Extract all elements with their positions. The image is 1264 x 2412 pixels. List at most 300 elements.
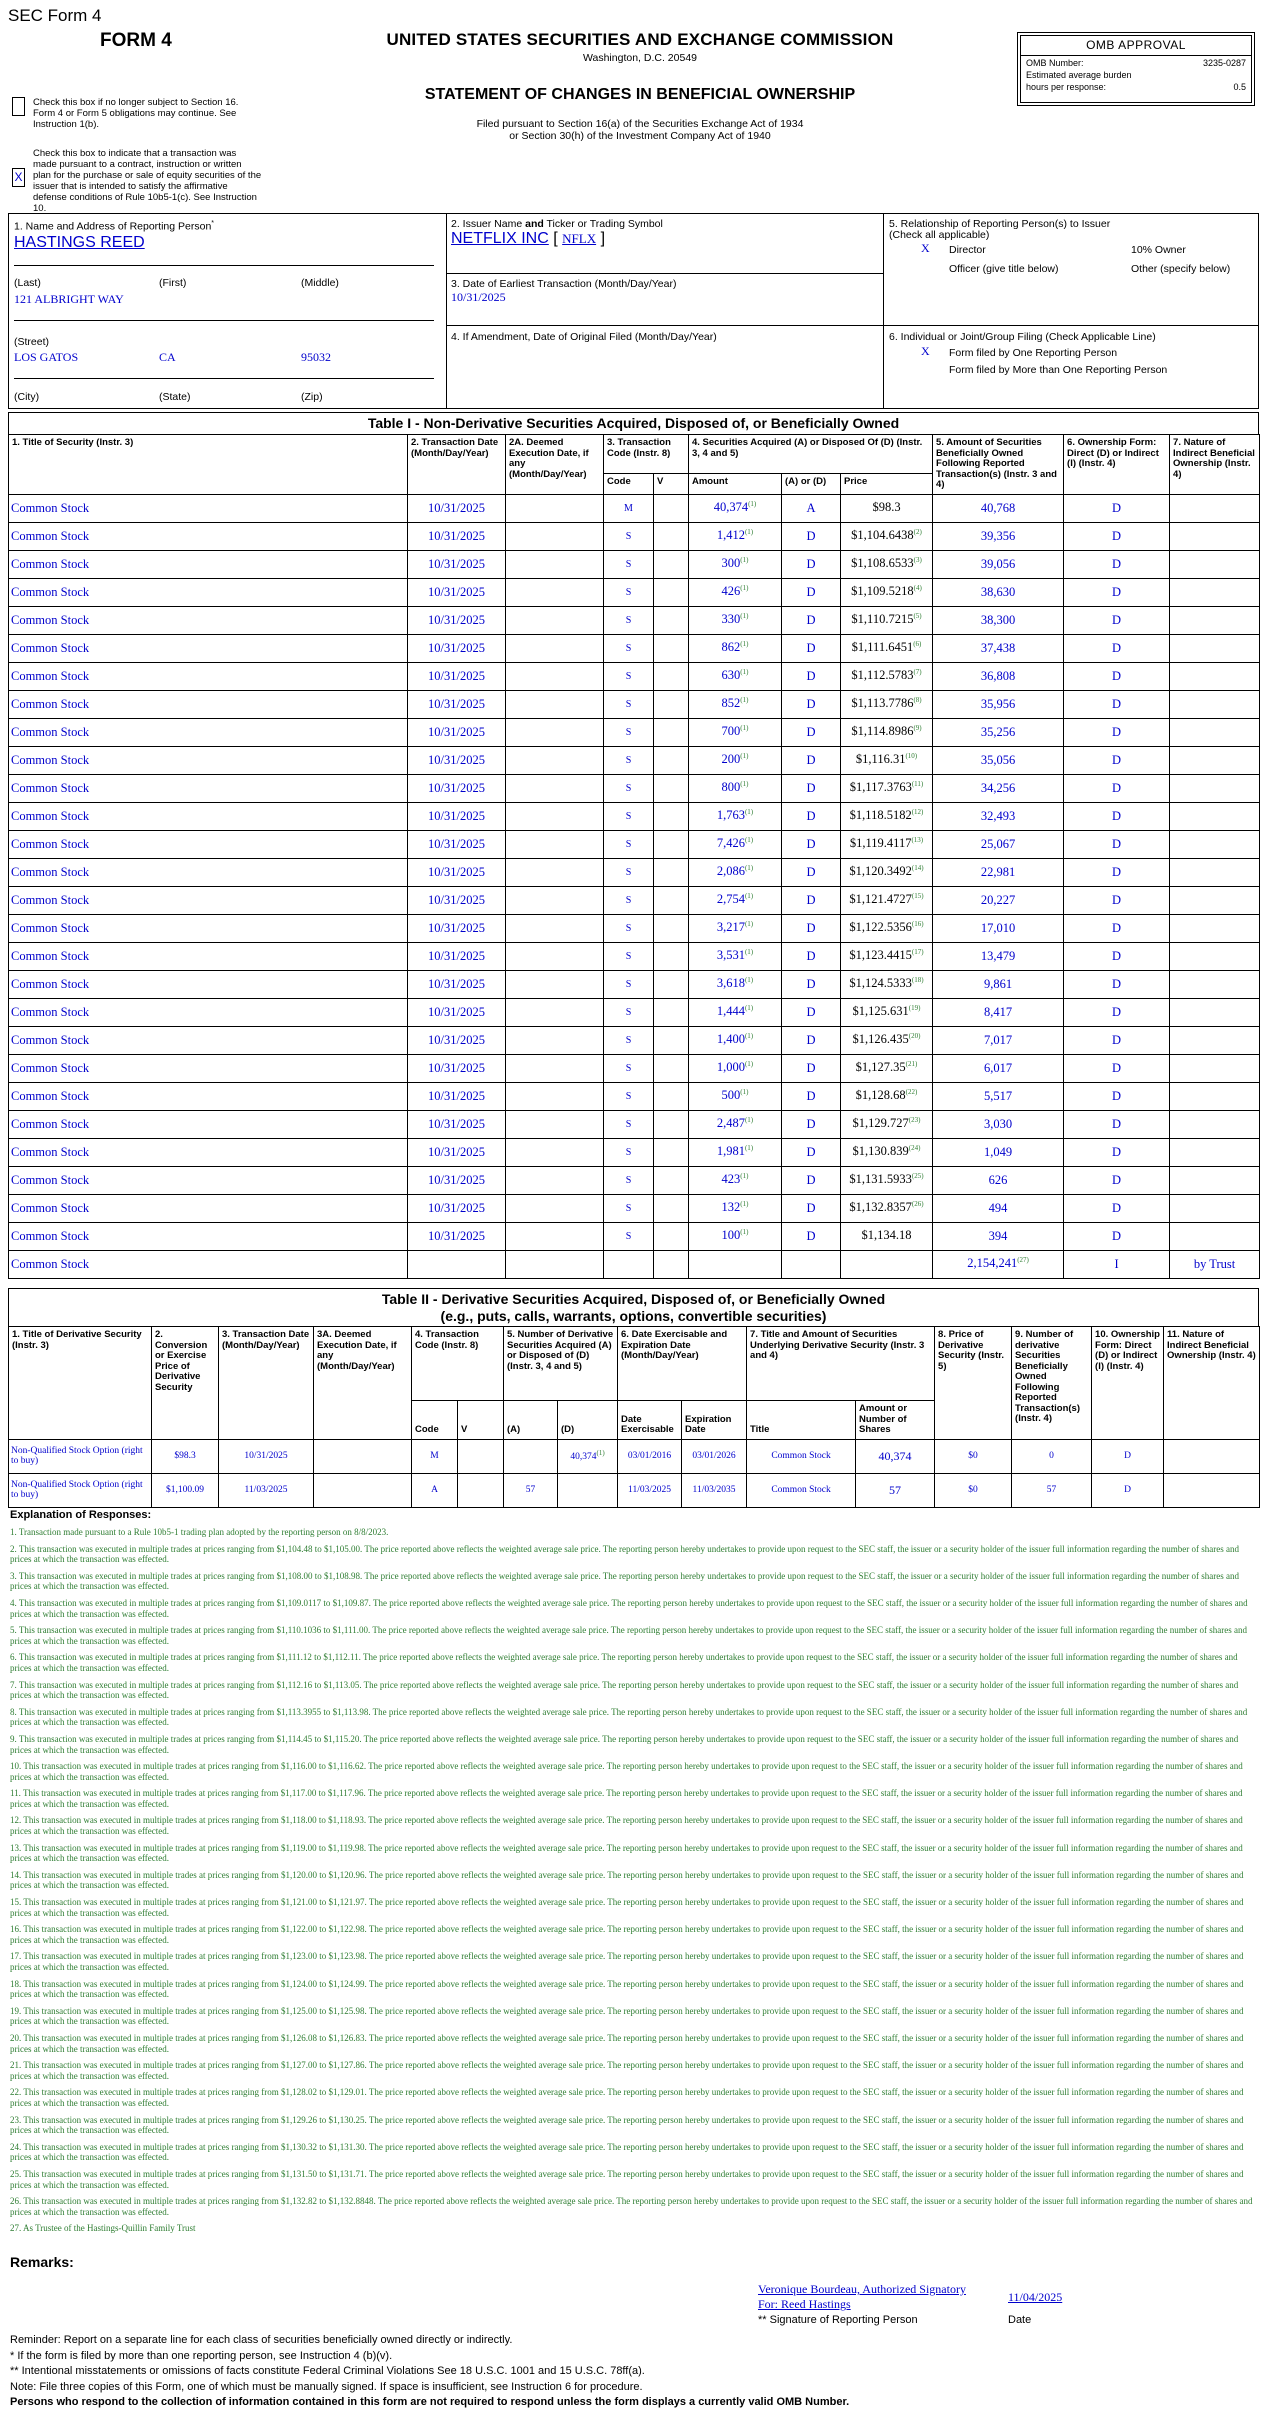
footnote: 12. This transaction was executed in multiple trades at prices ranging from $1,118.00 to $1,118.93. The price reported above reflects the weighted average sale price. The reporting person hereby undertakes to provide upon request to the SEC staff, the issuer or a security holder of the issuer full information regarding the number of shares and prices at which the transaction was effected.: [10, 1815, 1243, 1837]
derivative-owned: 0: [1012, 1439, 1092, 1473]
t2-subheader-date-exercisable: Date Exercisable: [618, 1401, 682, 1440]
security-title: Common Stock: [9, 942, 408, 970]
transaction-date: 10/31/2025: [408, 830, 506, 858]
deemed-date: [506, 690, 604, 718]
amount-cell: 1,763$^{(1)}$: [689, 802, 782, 830]
amount-cell: 800$^{(1)}$: [689, 774, 782, 802]
footnote-ref: (1): [740, 556, 749, 565]
security-title: Common Stock: [9, 1250, 408, 1278]
price-cell: $1,134.18: [841, 1222, 933, 1250]
nature-of-ownership: by Trust: [1170, 1250, 1260, 1278]
director-mark[interactable]: X: [921, 241, 930, 255]
nature-of-ownership: [1170, 774, 1260, 802]
footnote: 1. Transaction made pursuant to a Rule 10b5-1 trading plan adopted by the reporting person on 8/8/2023.: [10, 1527, 389, 1537]
price-cell: $1,130.839$^{(24)}$: [841, 1138, 933, 1166]
acquired-or-disposed: D: [782, 914, 841, 942]
transaction-code: S: [604, 1194, 654, 1222]
owned-following: 37,438: [933, 634, 1064, 662]
deemed-date: [506, 606, 604, 634]
nature-of-ownership: [1170, 1138, 1260, 1166]
v-cell: [654, 1110, 689, 1138]
nature-of-ownership: [1170, 886, 1260, 914]
ownership-form: D: [1092, 1439, 1164, 1473]
acquired-or-disposed: D: [782, 578, 841, 606]
footnote: 9. This transaction was executed in multiple trades at prices ranging from $1,114.45 to $1,115.20. The price reported above reflects the weighted average sale price. The reporting person hereby undertakes to provide upon request to the SEC staff, the issuer or a security holder of the issuer full information regarding the number of shares and prices at which the transaction was effected.: [10, 1733, 1239, 1755]
table-row: [9, 606, 1260, 634]
acquired-or-disposed: D: [782, 718, 841, 746]
security-title: Common Stock: [9, 1194, 408, 1222]
price-cell: $1,119.4117$^{(13)}$: [841, 830, 933, 858]
table-row: [9, 914, 1260, 942]
issuer-label: 2. Issuer Name and Ticker or Trading Symbol: [451, 218, 663, 230]
owned-following: 3,030: [933, 1110, 1064, 1138]
deemed-date: [506, 578, 604, 606]
security-title: Common Stock: [9, 662, 408, 690]
owned-following: 38,630: [933, 578, 1064, 606]
reporting-person-name-link[interactable]: HASTINGS REED: [14, 234, 145, 251]
footnote-ref: (24): [908, 1144, 921, 1153]
nature-of-ownership: [1170, 550, 1260, 578]
bottom-note: ** Intentional misstatements or omissions of facts constitute Federal Criminal Violations See 18 U.S.C. 1001 and 15 U.S.C. 78ff(a).: [10, 2365, 645, 2377]
rule-10b5-row: [12, 148, 262, 214]
deemed-date: [506, 998, 604, 1026]
transaction-code: S: [604, 1110, 654, 1138]
transaction-code: S: [604, 746, 654, 774]
nature-of-ownership: [1164, 1439, 1260, 1473]
nature-of-ownership: [1164, 1473, 1260, 1507]
security-title: Common Stock: [9, 550, 408, 578]
amount-cell: 423$^{(1)}$: [689, 1166, 782, 1194]
t1-subheader-price: Price: [841, 473, 933, 494]
middle-label: (Middle): [301, 277, 339, 289]
form-number: FORM 4: [100, 30, 172, 51]
derivative-title: Non-Qualified Stock Option (right to buy): [9, 1439, 152, 1473]
table-row: [9, 578, 1260, 606]
owned-following: 22,981: [933, 858, 1064, 886]
deemed-date: [506, 634, 604, 662]
transaction-code: S: [604, 662, 654, 690]
ownership-form: D: [1064, 662, 1170, 690]
owned-following: 39,056: [933, 550, 1064, 578]
footnote-ref: (1): [748, 500, 757, 509]
transaction-date: 10/31/2025: [408, 634, 506, 662]
v-cell: [654, 858, 689, 886]
transaction-date: 10/31/2025: [408, 1166, 506, 1194]
issuer-name-link[interactable]: NETFLIX INC: [451, 230, 549, 247]
table-row: [9, 830, 1260, 858]
amount-cell: 3,618$^{(1)}$: [689, 970, 782, 998]
transaction-date: 10/31/2025: [408, 746, 506, 774]
acquired-or-disposed: D: [782, 550, 841, 578]
table-row: [9, 634, 1260, 662]
statement-title: STATEMENT OF CHANGES IN BENEFICIAL OWNERSHIP: [424, 86, 856, 103]
t2-subheader-expiration: Expiration Date: [682, 1401, 747, 1440]
ownership-form: D: [1064, 522, 1170, 550]
security-title: Common Stock: [9, 494, 408, 522]
ownership-form: D: [1064, 578, 1170, 606]
explanation-title: Explanation of Responses:: [10, 1509, 152, 1521]
nature-of-ownership: [1170, 606, 1260, 634]
transaction-code: M: [412, 1439, 458, 1473]
amount-cell: 330$^{(1)}$: [689, 606, 782, 634]
price-cell: $1,116.31$^{(10)}$: [841, 746, 933, 774]
rule-10b5-checkbox[interactable]: X: [12, 168, 25, 187]
acquired-or-disposed: D: [782, 690, 841, 718]
v-cell: [654, 914, 689, 942]
signature-date: 11/04/2025: [1008, 2290, 1063, 2304]
t1-header-acquired: 4. Securities Acquired (A) or Disposed Of (D) (Instr. 3, 4 and 5): [689, 435, 933, 474]
nature-of-ownership: [1170, 914, 1260, 942]
amount-cell: 1,444$^{(1)}$: [689, 998, 782, 1026]
bottom-note: Reminder: Report on a separate line for each class of securities beneficially owned directly or indirectly.: [10, 2334, 513, 2346]
v-cell: [654, 1138, 689, 1166]
transaction-date: 10/31/2025: [408, 1194, 506, 1222]
footnote-ref: (1): [744, 1004, 754, 1013]
street-label: (Street): [14, 336, 50, 348]
deemed-date: [506, 1138, 604, 1166]
table2-title-line-1: Table II - Derivative Securities Acquired, Disposed of, or Beneficially Owned: [381, 1291, 886, 1307]
deemed-date: [506, 1026, 604, 1054]
transaction-code: S: [604, 914, 654, 942]
table-row: [9, 690, 1260, 718]
transaction-date: 10/31/2025: [408, 858, 506, 886]
footnote: 2. This transaction was executed in multiple trades at prices ranging from $1,104.48 to $1,105.00. The price reported above reflects the weighted average sale price. The reporting person hereby undertakes to provide upon request to the SEC staff, the issuer or a security holder of the issuer full information regarding the number of shares and prices at which the transaction was effected.: [10, 1543, 1239, 1565]
underlying-shares: 40,374: [856, 1439, 935, 1473]
v-cell: [654, 550, 689, 578]
transaction-date: 10/31/2025: [408, 1138, 506, 1166]
date-label: Date: [1008, 2314, 1032, 2326]
v-cell: [654, 802, 689, 830]
price-cell: $1,127.35$^{(21)}$: [841, 1054, 933, 1082]
table2-title-line-2: (e.g., puts, calls, warrants, options, convertible securities): [440, 1308, 827, 1324]
price-cell: $1,114.8986$^{(9)}$: [841, 718, 933, 746]
acquired-or-disposed: D: [782, 774, 841, 802]
acquired-or-disposed: D: [782, 1110, 841, 1138]
owned-following: 25,067: [933, 830, 1064, 858]
footnote: 6. This transaction was executed in multiple trades at prices ranging from $1,111.12 to $1,112.11. The price reported above reflects the weighted average sale price. The reporting person hereby undertakes to provide upon request to the SEC staff, the issuer or a security holder of the issuer full information regarding the number of shares and prices at which the transaction was effected.: [10, 1652, 1238, 1673]
ticker-link[interactable]: NFLX: [562, 231, 597, 246]
table-row: [9, 942, 1260, 970]
v-cell: [458, 1473, 504, 1507]
footnote-ref: (6): [913, 640, 922, 649]
v-cell: [654, 1194, 689, 1222]
transaction-code: S: [604, 1054, 654, 1082]
acquired-amount: 57: [504, 1473, 558, 1507]
footnote: 24. This transaction was executed in multiple trades at prices ranging from $1,130.32 to $1,131.30. The price reported above reflects the weighted average sale price. The reporting person hereby undertakes to provide upon request to the SEC staff, the issuer or a security holder of the issuer full information regarding the number of shares and prices at which the transaction was effected.: [10, 2141, 1244, 2163]
bottom-notes: [10, 2333, 849, 2411]
acquired-amount: [504, 1439, 558, 1473]
nature-of-ownership: [1170, 1110, 1260, 1138]
owned-following: 9,861: [933, 970, 1064, 998]
expiration-date: 11/03/2035: [682, 1473, 747, 1507]
relationship-label: 5. Relationship of Reporting Person(s) to Issuer: [889, 218, 1111, 230]
price-cell: $1,111.6451$^{(6)}$: [841, 634, 933, 662]
v-cell: [654, 774, 689, 802]
amount-cell: 2,754$^{(1)}$: [689, 886, 782, 914]
nature-of-ownership: [1170, 746, 1260, 774]
omb-hours-label: hours per response:: [1026, 82, 1107, 92]
footnote-ref: (2): [913, 528, 922, 537]
v-cell: [458, 1439, 504, 1473]
table-row: [9, 858, 1260, 886]
price-cell: $1,132.8357$^{(26)}$: [841, 1194, 933, 1222]
deemed-date: [506, 662, 604, 690]
table-row: [9, 802, 1260, 830]
acquired-or-disposed: D: [782, 746, 841, 774]
transaction-code: S: [604, 774, 654, 802]
transaction-date: 10/31/2025: [408, 522, 506, 550]
security-title: Common Stock: [9, 1026, 408, 1054]
reporting-person-section: [8, 213, 1259, 409]
no-longer-subject-checkbox[interactable]: [12, 97, 25, 116]
footnote-ref: (1): [740, 668, 749, 677]
security-title: Common Stock: [9, 802, 408, 830]
t1-header-title: 1. Title of Security (Instr. 3): [9, 435, 408, 495]
security-title: Common Stock: [9, 858, 408, 886]
table-row: [9, 1082, 1260, 1110]
derivative-price: $0: [935, 1439, 1012, 1473]
t1-header-date: 2. Transaction Date (Month/Day/Year): [408, 435, 506, 495]
footnote: 17. This transaction was executed in multiple trades at prices ranging from $1,123.00 to $1,123.98. The price reported above reflects the weighted average sale price. The reporting person hereby undertakes to provide upon request to the SEC staff, the issuer or a security holder of the issuer full information regarding the number of shares and prices at which the transaction was effected.: [10, 1951, 1244, 1972]
v-cell: [654, 942, 689, 970]
amount-cell: 1,000$^{(1)}$: [689, 1054, 782, 1082]
t1-subheader-aod: (A) or (D): [782, 473, 841, 494]
agency-name: UNITED STATES SECURITIES AND EXCHANGE COMMISSION: [386, 30, 894, 49]
footnote: 25. This transaction was executed in multiple trades at prices ranging from $1,131.50 to $1,131.71. The price reported above reflects the weighted average sale price. The reporting person hereby undertakes to provide upon request to the SEC staff, the issuer or a security holder of the issuer full information regarding the number of shares and prices at which the transaction was effected.: [10, 2168, 1244, 2190]
amount-cell: 100$^{(1)}$: [689, 1222, 782, 1250]
footnote-ref: (1): [740, 640, 749, 649]
table-row: [9, 1250, 1260, 1278]
nature-of-ownership: [1170, 1222, 1260, 1250]
footnote: 20. This transaction was executed in multiple trades at prices ranging from $1,126.08 to $1,126.83. The price reported above reflects the weighted average sale price. The reporting person hereby undertakes to provide upon request to the SEC staff, the issuer or a security holder of the issuer full information regarding the number of shares and prices at which the transaction was effected.: [10, 2032, 1244, 2054]
nature-of-ownership: [1170, 1026, 1260, 1054]
v-cell: [654, 494, 689, 522]
v-cell: [654, 998, 689, 1026]
owned-following: 17,010: [933, 914, 1064, 942]
t2-header-title: 1. Title of Derivative Security (Instr. 3): [9, 1327, 152, 1440]
nature-of-ownership: [1170, 1054, 1260, 1082]
transaction-date: 10/31/2025: [408, 578, 506, 606]
ownership-form: D: [1064, 970, 1170, 998]
transaction-date: 10/31/2025: [219, 1439, 314, 1473]
v-cell: [654, 886, 689, 914]
footnote-list: [10, 1527, 1255, 2234]
nature-of-ownership: [1170, 578, 1260, 606]
security-title: Common Stock: [9, 522, 408, 550]
no-longer-subject-text: Check this box if no longer subject to Section 16. Form 4 or Form 5 obligations may continue. See Instruction 1(b).: [33, 97, 239, 130]
security-title: Common Stock: [9, 998, 408, 1026]
price-cell: $1,110.7215$^{(5)}$: [841, 606, 933, 634]
acquired-or-disposed: D: [782, 606, 841, 634]
v-cell: [654, 746, 689, 774]
derivative-price: $0: [935, 1473, 1012, 1507]
footnote-ref: (23): [908, 1116, 921, 1125]
t1-subheader-code: Code: [604, 473, 654, 494]
transaction-code: M: [604, 494, 654, 522]
footnote-ref: (13): [911, 836, 924, 845]
acquired-or-disposed: D: [782, 998, 841, 1026]
filing-one-mark[interactable]: X: [921, 344, 930, 358]
transaction-code: S: [604, 1138, 654, 1166]
footnote-ref: (1): [740, 780, 749, 789]
v-cell: [654, 606, 689, 634]
footnote: 3. This transaction was executed in multiple trades at prices ranging from $1,108.00 to $1,108.98. The price reported above reflects the weighted average sale price. The reporting person hereby undertakes to provide upon request to the SEC staff, the issuer or a security holder of the issuer full information regarding the number of shares and prices at which the transaction was effected.: [10, 1570, 1239, 1592]
price-cell: $1,104.6438$^{(2)}$: [841, 522, 933, 550]
security-title: Common Stock: [9, 718, 408, 746]
amount-cell: 132$^{(1)}$: [689, 1194, 782, 1222]
deemed-date: [506, 718, 604, 746]
transaction-date: 10/31/2025: [408, 606, 506, 634]
owned-following: 6,017: [933, 1054, 1064, 1082]
footnote-ref: (1): [744, 808, 754, 817]
v-cell: [654, 1166, 689, 1194]
ownership-form: D: [1064, 606, 1170, 634]
footnote-ref: (20): [908, 1032, 921, 1041]
price-cell: $1,120.3492$^{(14)}$: [841, 858, 933, 886]
filing-more-label: Form filed by More than One Reporting Person: [949, 364, 1168, 376]
transaction-code: S: [604, 718, 654, 746]
t2-subheader-code: Code: [412, 1401, 458, 1440]
transaction-code: S: [604, 858, 654, 886]
nature-of-ownership: [1170, 970, 1260, 998]
transaction-code: S: [604, 550, 654, 578]
footnote-ref: (21): [905, 1060, 918, 1069]
deemed-date: [506, 1054, 604, 1082]
nature-of-ownership: [1170, 802, 1260, 830]
ownership-form: D: [1064, 690, 1170, 718]
ownership-form: D: [1064, 998, 1170, 1026]
explanation-section: [10, 1509, 1255, 2240]
officer-label: Officer (give title below): [949, 263, 1059, 275]
transaction-code: S: [604, 1026, 654, 1054]
director-label: Director: [949, 244, 986, 256]
disposed-amount: [558, 1473, 618, 1507]
footnote-ref: (22): [905, 1088, 918, 1097]
footnote-ref: (1): [740, 612, 749, 621]
deemed-date: [506, 494, 604, 522]
security-title: Common Stock: [9, 1166, 408, 1194]
omb-burden-label: Estimated average burden: [1026, 70, 1132, 80]
footnote: 18. This transaction was executed in multiple trades at prices ranging from $1,124.00 to $1,124.99. The price reported above reflects the weighted average sale price. The reporting person hereby undertakes to provide upon request to the SEC staff, the issuer or a security holder of the issuer full information regarding the number of shares and prices at which the transaction was effected.: [10, 1978, 1244, 2000]
table-row: [9, 1166, 1260, 1194]
footnote-ref: (27): [1017, 1256, 1029, 1265]
owned-following: 626: [933, 1166, 1064, 1194]
deemed-date: [506, 942, 604, 970]
signature-block: [758, 2282, 966, 2312]
transaction-code: S: [604, 634, 654, 662]
t1-header-form: 6. Ownership Form: Direct (D) or Indirect (I) (Instr. 4): [1064, 435, 1170, 495]
footnote-ref: (1): [744, 892, 754, 901]
footnote: 4. This transaction was executed in multiple trades at prices ranging from $1,109.0117 to $1,109.87. The price reported above reflects the weighted average sale price. The reporting person hereby undertakes to provide upon request to the SEC staff, the issuer or a security holder of the issuer full information regarding the number of shares and prices at which the transaction was effected.: [10, 1597, 1248, 1619]
deemed-date: [506, 1082, 604, 1110]
footnote-ref: (11): [911, 780, 924, 789]
owned-following: 36,808: [933, 662, 1064, 690]
owned-following: 35,256: [933, 718, 1064, 746]
deemed-date: [506, 886, 604, 914]
state-label: (State): [159, 391, 191, 403]
transaction-date: 10/31/2025: [408, 886, 506, 914]
transaction-code: S: [604, 886, 654, 914]
table-row: [9, 1439, 1260, 1473]
footnote-ref: (1): [744, 864, 754, 873]
t2-subheader-v: V: [458, 1401, 504, 1440]
t2-header-nature: 11. Nature of Indirect Beneficial Ownership (Instr. 4): [1164, 1327, 1260, 1440]
v-cell: [654, 1054, 689, 1082]
footnote-ref: (16): [911, 920, 924, 929]
ownership-form: D: [1064, 1054, 1170, 1082]
ownership-form: D: [1064, 1222, 1170, 1250]
t2-header-date: 3. Transaction Date (Month/Day/Year): [219, 1327, 314, 1440]
deemed-date: [506, 1166, 604, 1194]
table-row: [9, 1026, 1260, 1054]
acquired-or-disposed: D: [782, 1222, 841, 1250]
street-value: 121 ALBRIGHT WAY: [14, 292, 124, 306]
v-cell: [654, 578, 689, 606]
footnote-ref: (1): [740, 724, 749, 733]
ownership-form: D: [1064, 802, 1170, 830]
table2-title: [8, 1288, 1259, 1326]
rule-10b5-text: Check this box to indicate that a transaction was made pursuant to a contract, instruction or written plan for the purchase or sale of equity securities of the issuer that is intended to satisfy the affirmative defense conditions of Rule 10b5-1(c). See Instruction 10.: [33, 148, 262, 214]
nature-of-ownership: [1170, 1194, 1260, 1222]
transaction-date: 10/31/2025: [408, 550, 506, 578]
table-row: [9, 1054, 1260, 1082]
ownership-form: D: [1064, 1194, 1170, 1222]
t1-header-owned: 5. Amount of Securities Beneficially Owned Following Reported Transaction(s) (Instr. 3 and 4): [933, 435, 1064, 495]
reporting-person-label: 1. Name and Address of Reporting Person*: [14, 220, 215, 233]
amount-cell: 1,400$^{(1)}$: [689, 1026, 782, 1054]
filed-note: [330, 118, 950, 142]
footnote-ref: (1): [740, 696, 749, 705]
ownership-form: D: [1064, 1082, 1170, 1110]
owned-following: 34,256: [933, 774, 1064, 802]
footnote-ref: (8): [913, 696, 922, 705]
transaction-code: S: [604, 690, 654, 718]
footnote-ref: (14): [911, 864, 924, 873]
amount-cell: 630$^{(1)}$: [689, 662, 782, 690]
transaction-date: 10/31/2025: [408, 970, 506, 998]
acquired-or-disposed: D: [782, 1194, 841, 1222]
bottom-note: * If the form is filed by more than one reporting person, see Instruction 4 (b)(v).: [10, 2349, 393, 2362]
footnote-ref: (1): [744, 528, 754, 537]
table-row: [9, 662, 1260, 690]
amount-cell: 700$^{(1)}$: [689, 718, 782, 746]
date-exercisable: 11/03/2025: [618, 1473, 682, 1507]
transaction-code: S: [604, 802, 654, 830]
transaction-date: 10/31/2025: [408, 1110, 506, 1138]
security-title: Common Stock: [9, 606, 408, 634]
table-row: [9, 886, 1260, 914]
ownership-form: D: [1064, 1026, 1170, 1054]
v-cell: [654, 662, 689, 690]
transaction-code: S: [604, 578, 654, 606]
signature-name-line-1: Veronique Bourdeau, Authorized Signatory: [758, 2282, 966, 2296]
owned-following: 35,956: [933, 690, 1064, 718]
transaction-code: S: [604, 970, 654, 998]
transaction-date: 10/31/2025: [408, 690, 506, 718]
amount-cell: 426$^{(1)}$: [689, 578, 782, 606]
price-cell: $1,126.435$^{(20)}$: [841, 1026, 933, 1054]
security-title: Common Stock: [9, 886, 408, 914]
ownership-form: D: [1064, 1138, 1170, 1166]
owned-following: 35,056: [933, 746, 1064, 774]
security-title: Common Stock: [9, 578, 408, 606]
acquired-or-disposed: D: [782, 886, 841, 914]
amount-cell: 500$^{(1)}$: [689, 1082, 782, 1110]
amount-cell: 300$^{(1)}$: [689, 550, 782, 578]
acquired-or-disposed: D: [782, 1054, 841, 1082]
table1-title: Table I - Non-Derivative Securities Acquired, Disposed of, or Beneficially Owned: [8, 412, 1259, 434]
v-cell: [654, 1026, 689, 1054]
